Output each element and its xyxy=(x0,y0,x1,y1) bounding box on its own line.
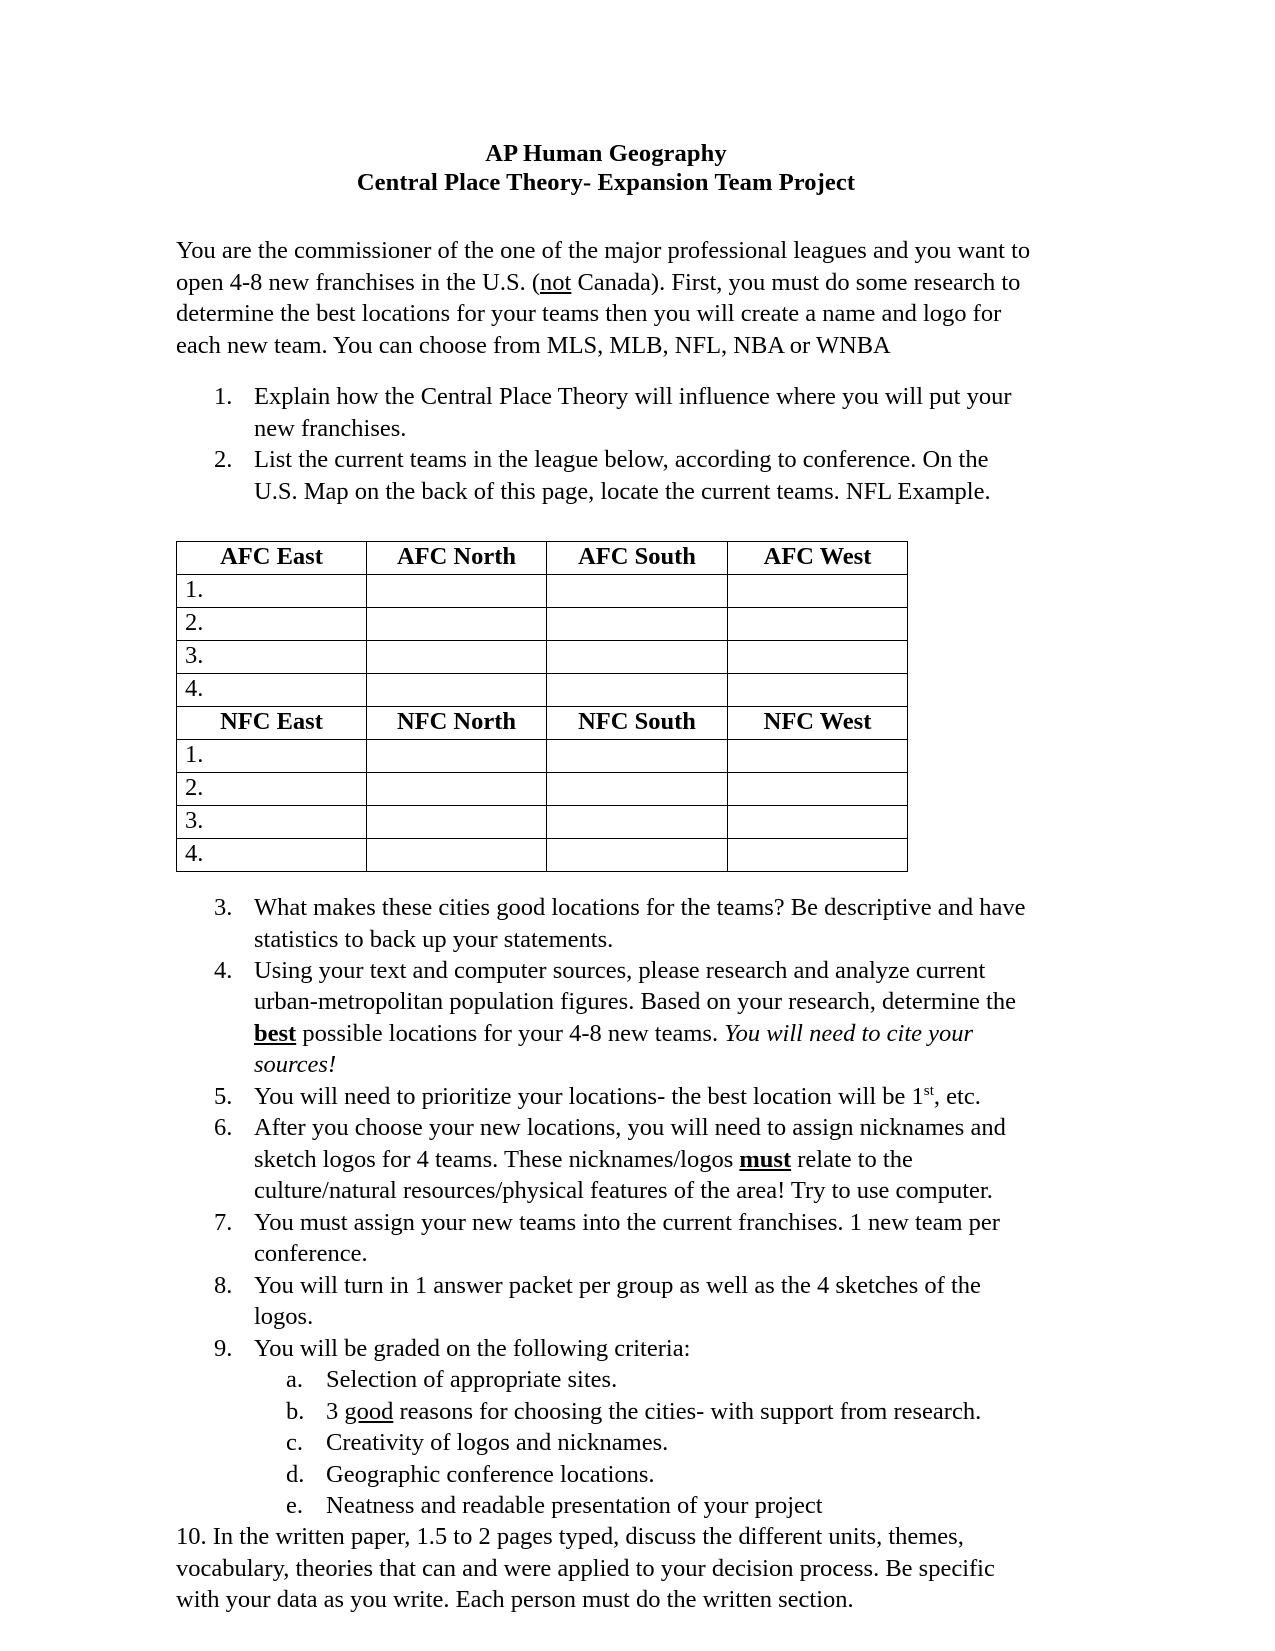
sub-list-item-a xyxy=(254,1364,1036,1395)
list-marker-2: 2. xyxy=(214,446,233,474)
table-cell[interactable] xyxy=(547,674,728,707)
table-header-nfc-south: NFC South xyxy=(547,707,728,740)
list-item-3 xyxy=(176,892,1036,955)
sub-list-marker-e: e. xyxy=(286,1491,303,1519)
table-cell[interactable] xyxy=(367,641,547,674)
table-header-row-afc xyxy=(177,542,908,575)
table-cell[interactable] xyxy=(547,773,728,806)
table-row xyxy=(177,641,908,674)
list-marker-5: 5. xyxy=(214,1082,233,1110)
sub-list-marker-d: d. xyxy=(286,1460,305,1488)
table-header-row-nfc xyxy=(177,707,908,740)
table-cell[interactable] xyxy=(367,839,547,872)
list-item-8 xyxy=(176,1270,1036,1333)
list-item-1 xyxy=(176,381,1036,444)
table-row xyxy=(177,575,908,608)
intro-emphasis-not: not xyxy=(540,268,572,296)
sub-list-item-d xyxy=(254,1459,1036,1490)
table-header-nfc-west: NFC West xyxy=(728,707,908,740)
title-line-2: Central Place Theory- Expansion Team Project xyxy=(356,168,856,196)
list-marker-1: 1. xyxy=(214,383,233,411)
list-marker-3: 3. xyxy=(214,894,233,922)
sub-list-item-c-text: Creativity of logos and nicknames. xyxy=(326,1429,669,1457)
table-cell[interactable] xyxy=(367,773,547,806)
list-marker-9: 9. xyxy=(214,1334,233,1362)
list-marker-8: 8. xyxy=(214,1271,233,1299)
table-header-nfc-north: NFC North xyxy=(367,707,547,740)
table-row xyxy=(177,839,908,872)
sub-list-marker-a: a. xyxy=(286,1366,303,1394)
sub-list-item-b xyxy=(254,1396,1036,1427)
table-header-afc-east: AFC East xyxy=(177,542,367,575)
list-item-6-text-part-2: relate to the culture/natural resources/physical features of the area! Try to use computer. xyxy=(254,1145,993,1205)
intro-paragraph xyxy=(176,235,1036,361)
table-cell[interactable]: 2. xyxy=(177,773,367,806)
list-item-9-text: You will be graded on the following criteria: xyxy=(254,1334,691,1362)
sub-list-marker-b: b. xyxy=(286,1397,305,1425)
list-item-4 xyxy=(176,955,1036,1081)
table-cell[interactable]: 4. xyxy=(177,839,367,872)
list-item-6 xyxy=(176,1112,1036,1206)
table-cell[interactable]: 3. xyxy=(177,806,367,839)
conference-team-table xyxy=(176,541,908,872)
table-header-afc-west: AFC West xyxy=(728,542,908,575)
list-item-3-text: What makes these cities good locations for the teams? Be descriptive and have statistics to back up your statements. xyxy=(254,894,1026,953)
table-cell[interactable] xyxy=(367,575,547,608)
table-row xyxy=(177,608,908,641)
table-cell[interactable] xyxy=(728,806,908,839)
table-cell[interactable] xyxy=(547,806,728,839)
table-cell[interactable] xyxy=(728,773,908,806)
list-item-7 xyxy=(176,1207,1036,1270)
sub-list-item-a-text: Selection of appropriate sites. xyxy=(326,1366,618,1394)
list-item-2-text: List the current teams in the league below, according to conference. On the U.S. Map on the back of this page, locate the current teams. NFL Example. xyxy=(254,446,991,505)
sub-list-item-e-text: Neatness and readable presentation of your project xyxy=(326,1491,823,1519)
table-cell[interactable] xyxy=(367,806,547,839)
table-cell[interactable] xyxy=(547,740,728,773)
table-cell[interactable]: 2. xyxy=(177,608,367,641)
list-item-7-text: You must assign your new teams into the current franchises. 1 new team per conference. xyxy=(254,1208,1000,1268)
table-cell[interactable] xyxy=(367,608,547,641)
list-marker-4: 4. xyxy=(214,957,233,984)
table-row xyxy=(177,740,908,773)
sub-list-marker-c: c. xyxy=(286,1429,303,1457)
instructions-list-bottom xyxy=(176,892,1036,1521)
list-item-5-text-part-2: , etc. xyxy=(933,1082,981,1110)
table-cell[interactable] xyxy=(728,740,908,773)
table-row xyxy=(177,773,908,806)
list-item-4-italic-sources: You will need to cite your sources! xyxy=(254,1019,974,1079)
table-cell[interactable] xyxy=(547,641,728,674)
table-cell[interactable] xyxy=(547,608,728,641)
list-item-9 xyxy=(176,1333,1036,1522)
list-item-5-text-part-1: You will need to prioritize your locations- the best location will be 1 xyxy=(254,1082,924,1110)
table-header-afc-north: AFC North xyxy=(367,542,547,575)
page-title xyxy=(176,140,1036,197)
table-cell[interactable] xyxy=(728,575,908,608)
document-content xyxy=(176,140,1036,1616)
table-row xyxy=(177,674,908,707)
table-cell[interactable]: 4. xyxy=(177,674,367,707)
table-cell[interactable] xyxy=(547,839,728,872)
list-marker-7: 7. xyxy=(214,1208,233,1236)
table-cell[interactable]: 3. xyxy=(177,641,367,674)
table-cell[interactable]: 1. xyxy=(177,575,367,608)
instructions-list-top xyxy=(176,381,1036,507)
sub-list-item-b-text-part-1: 3 xyxy=(326,1397,345,1425)
table-cell[interactable] xyxy=(367,740,547,773)
table-row xyxy=(177,806,908,839)
table-cell[interactable] xyxy=(728,608,908,641)
intro-text-part-1: You are the commissioner of the one of the major professional leagues and you want to open 4-8 new franchises in the U.S. ( xyxy=(176,237,1031,296)
list-item-6-text-part-1: After you choose your new locations, you will need to assign nicknames and sketch logos for 4 teams. These nicknames/logos xyxy=(254,1114,1006,1173)
grading-criteria-list xyxy=(254,1364,1036,1521)
list-item-4-text-part-1: Using your text and computer sources, please research and analyze current urban-metropolitan population figures. Based on your research, determine the xyxy=(254,957,1016,1016)
sub-list-item-c xyxy=(254,1427,1036,1458)
list-item-6-emphasis-must: must xyxy=(739,1145,792,1173)
list-item-8-text: You will turn in 1 answer packet per group as well as the 4 sketches of the logos. xyxy=(254,1271,981,1331)
list-item-4-emphasis-best: best xyxy=(254,1019,297,1047)
list-item-10: 10. In the written paper, 1.5 to 2 pages typed, discuss the different units, themes, vocabulary, theories that can and were applied to your decision process. Be specific with your data as you write. Each person must do the written section. xyxy=(176,1523,995,1614)
table-cell[interactable]: 1. xyxy=(177,740,367,773)
table-cell[interactable] xyxy=(728,674,908,707)
list-item-5 xyxy=(176,1081,1036,1112)
table-cell[interactable] xyxy=(728,839,908,872)
list-item-4-text-part-2: possible locations for your 4-8 new teams. xyxy=(296,1019,725,1047)
table-header-nfc-east: NFC East xyxy=(177,707,367,740)
sub-list-item-b-underline-good: good xyxy=(344,1397,394,1425)
intro-text-part-2: Canada). First, you must do some research to determine the best locations for your teams then you will create a name and logo for each new team. You can choose from MLS, MLB, NFL, NBA or WNBA xyxy=(176,268,1021,359)
list-item-5-superscript: st xyxy=(923,1081,934,1099)
title-line-1: AP Human Geography xyxy=(485,140,727,167)
sub-list-item-d-text: Geographic conference locations. xyxy=(326,1460,655,1488)
table-header-afc-south: AFC South xyxy=(547,542,728,575)
list-item-1-text: Explain how the Central Place Theory will influence where you will put your new franchises. xyxy=(254,383,1012,442)
table-cell[interactable] xyxy=(367,674,547,707)
list-marker-6: 6. xyxy=(214,1114,233,1142)
sub-list-item-b-text-part-2: reasons for choosing the cities- with support from research. xyxy=(393,1397,982,1425)
list-item-2 xyxy=(176,444,1036,507)
table-cell[interactable] xyxy=(728,641,908,674)
sub-list-item-e xyxy=(254,1490,1036,1521)
table-cell[interactable] xyxy=(547,575,728,608)
